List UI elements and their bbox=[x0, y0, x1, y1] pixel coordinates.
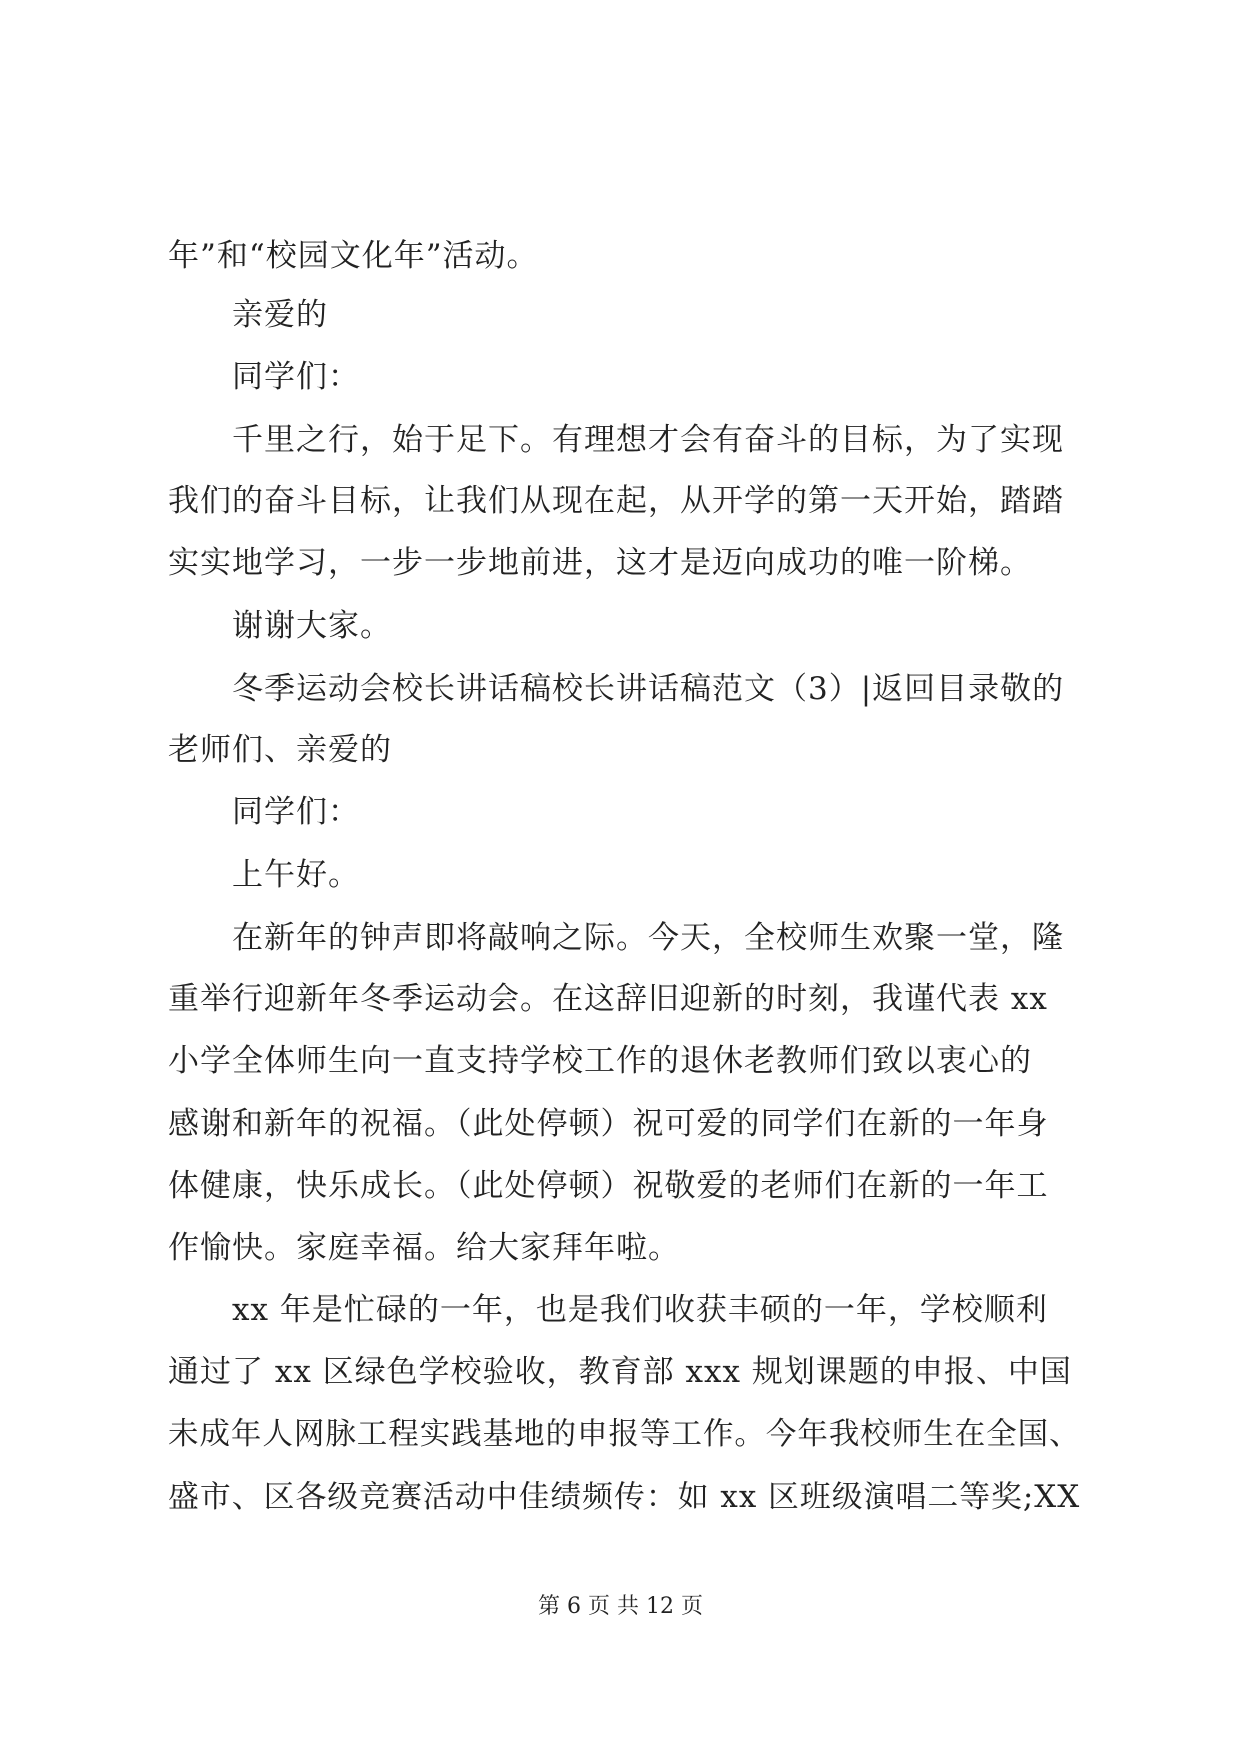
text-line: 谢谢大家。 bbox=[232, 608, 392, 644]
text-line: 感谢和新年的祝福。（此处停顿）祝可爱的同学们在新的一年身 bbox=[168, 1106, 1049, 1142]
text-line: 年”和“校园文化年”活动。 bbox=[168, 238, 539, 274]
text-line: 小学全体师生向一直支持学校工作的退休老教师们致以衷心的 bbox=[168, 1043, 1032, 1079]
text-line: 同学们： bbox=[232, 359, 360, 395]
text-line: 盛市、区各级竞赛活动中佳绩频传：如 xx 区班级演唱二等奖;XX bbox=[168, 1479, 1081, 1515]
text-line: 体健康，快乐成长。（此处停顿）祝敬爱的老师们在新的一年工 bbox=[168, 1168, 1049, 1204]
text-line: 在新年的钟声即将敲响之际。今天，全校师生欢聚一堂，隆 bbox=[232, 920, 1064, 956]
text-line: 我们的奋斗目标，让我们从现在起，从开学的第一天开始，踏踏 bbox=[168, 483, 1064, 519]
text-line: 同学们： bbox=[232, 794, 360, 830]
text-line: 重举行迎新年冬季运动会。在这辞旧迎新的时刻，我谨代表 xx bbox=[168, 981, 1048, 1017]
text-line: xx 年是忙碌的一年，也是我们收获丰硕的一年，学校顺利 bbox=[232, 1292, 1048, 1328]
page-footer: 第 6 页 共 12 页 bbox=[538, 1594, 703, 1619]
text-line: 老师们、亲爱的 bbox=[168, 732, 392, 768]
text-line: 亲爱的 bbox=[232, 297, 328, 333]
text-line: 千里之行，始于足下。有理想才会有奋斗的目标，为了实现 bbox=[232, 422, 1064, 458]
text-line: 通过了 xx 区绿色学校验收，教育部 xxx 规划课题的申报、中国 bbox=[168, 1354, 1072, 1390]
text-line: 冬季运动会校长讲话稿校长讲话稿范文（3）|返回目录敬的 bbox=[232, 671, 1065, 707]
text-line: 未成年人网脉工程实践基地的申报等工作。今年我校师生在全国、 bbox=[168, 1417, 1081, 1452]
text-line: 上午好。 bbox=[232, 857, 360, 893]
text-line: 作愉快。家庭幸福。给大家拜年啦。 bbox=[168, 1230, 680, 1266]
text-line: 实实地学习，一步一步地前进，这才是迈向成功的唯一阶梯。 bbox=[168, 545, 1032, 581]
